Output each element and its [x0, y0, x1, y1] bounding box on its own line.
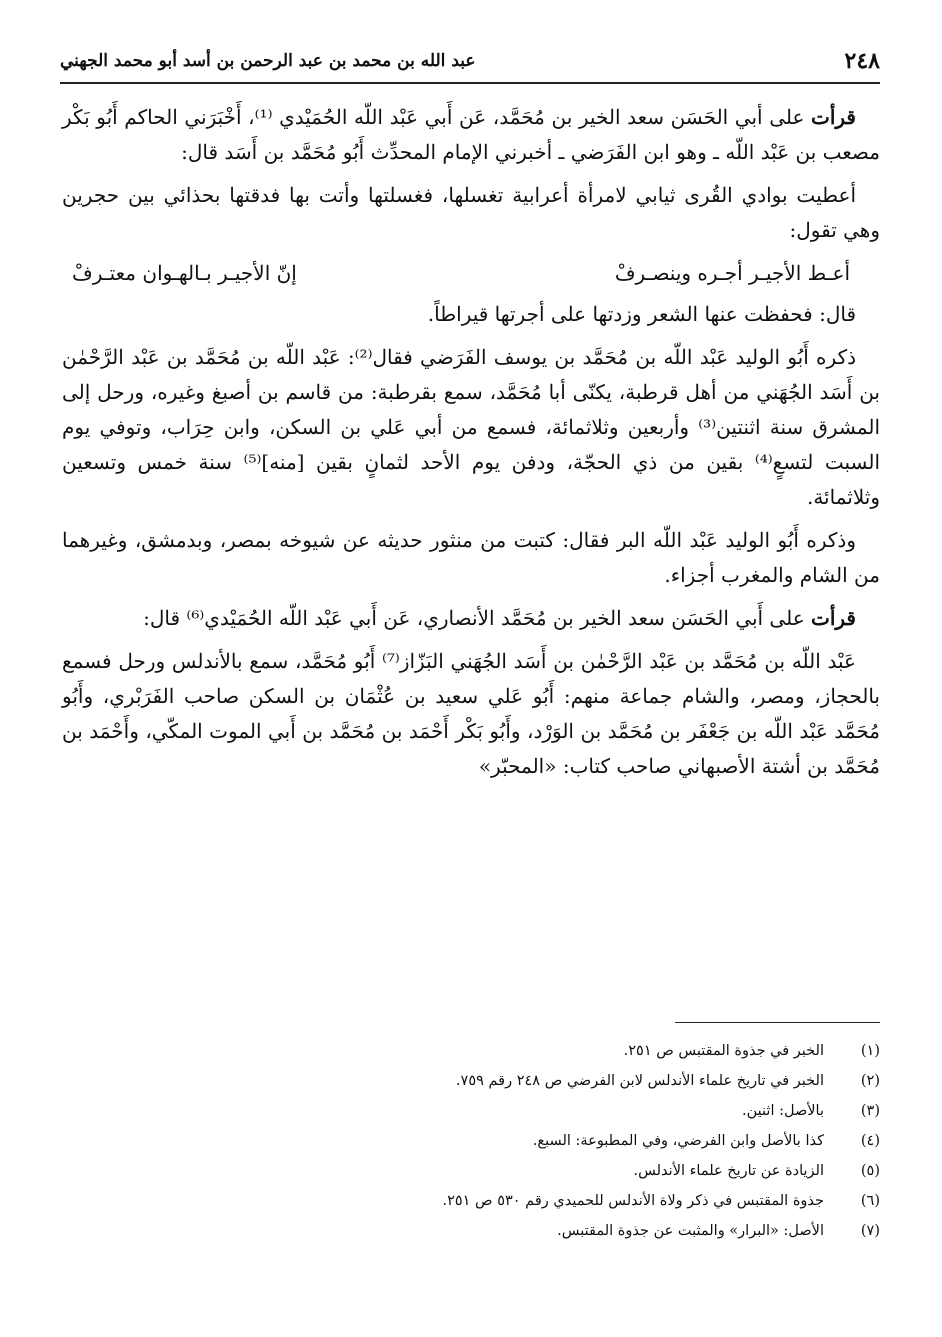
- footnote-text: الأصل: «البرار» والمثبت عن جذوة المقتبس.: [557, 1223, 824, 1239]
- footnote: [62, 1126, 880, 1156]
- paragraph-6-text: على أَبي الحَسَن سعد الخير بن مُحَمَّد الأنصاري، عَن أَبي عَبْد اللّه الحُمَيْدي⁽⁶⁾ قال:: [143, 606, 812, 630]
- paragraph-7: عَبْد اللّه بن مُحَمَّد بن عَبْد الرَّحْمٰن بن أَسَد الجُهَني البَزّاز⁽⁷⁾ أَبُو مُحَمَّد، سمع بالأندلس ورحل فسمع بالحجاز، ومصر، والشام جماعة منهم: أَبُو عَلي سعيد بن عُثْمَان بن السكن صاحب الفَرَبْري، وأَبُو مُحَمَّد عَبْد اللّه بن جَعْفَر بن مُحَمَّد بن الوَرْد، وأَبُو بَكْر أَحْمَد بن مُحَمَّد بن أَبي الموت المكّي، وأَحْمَد بن مُحَمَّد بن أشتة الأصبهاني صاحب كتاب: «المحبّر»: [62, 649, 880, 778]
- footnote-number: (٧): [860, 1223, 880, 1239]
- verse-hemistich-1: أعـط الأجيـر أجـره وينصـرفْ: [614, 261, 850, 285]
- paragraph-3: قال: فحفظت عنها الشعر وزدتها على أجرتها قيراطاً.: [427, 302, 856, 326]
- footnote: [62, 1186, 880, 1216]
- footnote-number: (١): [860, 1043, 880, 1059]
- footnote-number: (٤): [860, 1133, 880, 1149]
- footnote-text: الخبر في جذوة المقتبس ص ٢٥١.: [623, 1043, 824, 1059]
- verse-hemistich-2: إنّ الأجيـر بـالهـوان معتـرفْ: [72, 261, 297, 285]
- page-number: ٢٤٨: [844, 48, 880, 74]
- paragraph-5: وذكره أَبُو الوليد عَبْد اللّه البر فقال: كتبت من منثور حديثه عن شيوخه بمصر، وبدمشق، وغيرهما من الشام والمغرب أجزاء.: [62, 528, 880, 587]
- running-title: عبد الله بن محمد بن عبد الرحمن بن أسد أبو محمد الجهني: [60, 51, 476, 71]
- footnote-number: (٥): [860, 1163, 880, 1179]
- footnote-number: (٦): [860, 1193, 880, 1209]
- footnotes: [62, 1036, 880, 1246]
- page-header: [60, 40, 880, 84]
- footnote: [62, 1216, 880, 1246]
- paragraph-6-lead: قرأت: [811, 606, 856, 630]
- footnote: [62, 1096, 880, 1126]
- footnote: [62, 1066, 880, 1096]
- footnote-number: (٢): [860, 1073, 880, 1089]
- paragraph-4: ذكره أَبُو الوليد عَبْد اللّه بن مُحَمَّد بن يوسف الفَرَضي فقال⁽²⁾: عَبْد اللّه بن مُحَمَّد بن عَبْد الرَّحْمٰن بن أَسَد الجُهَني من أهل قرطبة، يكنّى أبا مُحَمَّد، سمع بقرطبة: من قاسم بن أصبغ وغيره، ورحل إلى المشرق سنة اثنتين⁽³⁾ وأربعين وثلاثمائة، فسمع من أبي عَلي بن السكن، وابن حِرَاب، وتوفي يوم السبت لتسعٍ⁽⁴⁾ بقين من ذي الحجّة، ودفن يوم الأحد لثمانٍ بقين [منه]⁽⁵⁾ سنة خمس وتسعين وثلاثمائة.: [62, 345, 881, 509]
- footnote-text: الخبر في تاريخ علماء الأندلس لابن الفرضي ص ٢٤٨ رقم ٧٥٩.: [455, 1073, 824, 1089]
- paragraph-6: [62, 601, 880, 636]
- paragraph-2: أعطيت بوادي القُرى ثيابي لامرأة أعرابية تغسلها، فغسلتها وأتت بها فدقتها بحذائي بين حجرين وهي تقول:: [62, 183, 880, 242]
- footnote-number: (٣): [860, 1103, 880, 1119]
- paragraph-1-text: على أبي الحَسَن سعد الخير بن مُحَمَّد، عَن أَبي عَبْد اللّه الحُمَيْدي ⁽¹⁾، أَخْبَرَني الحاكم أَبُو بَكْر مصعب بن عَبْد اللّه ـ وهو ابن الفَرَضي ـ أخبرني الإمام المحدِّث أَبُو مُحَمَّد بن أَسَد قال:: [62, 105, 880, 164]
- poetry-verse: [62, 256, 880, 291]
- footnote-text: الزيادة عن تاريخ علماء الأندلس.: [633, 1163, 824, 1179]
- footnote: [62, 1156, 880, 1186]
- footnote-divider: [675, 1022, 880, 1023]
- footnote-text: جذوة المقتبس في ذكر ولاة الأندلس للحميدي رقم ٥٣٠ ص ٢٥١.: [442, 1193, 824, 1209]
- paragraph-1: [62, 100, 880, 170]
- footnote-text: كذا بالأصل وابن الفرضي، وفي المطبوعة: السبع.: [532, 1133, 824, 1149]
- paragraph-1-lead: قرأت: [811, 105, 856, 129]
- main-text: [62, 100, 880, 792]
- footnote: [62, 1036, 880, 1066]
- footnote-text: بالأصل: اثنين.: [742, 1103, 824, 1119]
